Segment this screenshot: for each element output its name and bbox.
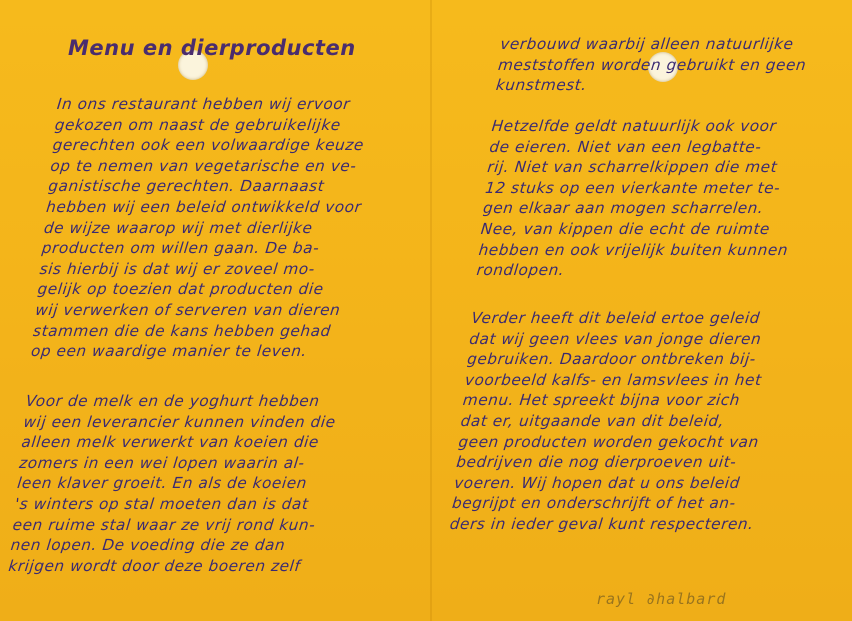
text-line: bedrijven die nog dierproeven uit-: [455, 453, 738, 472]
text-line: kunstmest.: [495, 76, 588, 95]
right-paragraph-2: [475, 116, 802, 281]
text-line: stammen die de kans hebben gehad: [32, 321, 332, 340]
text-line: gebruiken. Daardoor ontbreken bij-: [466, 350, 757, 369]
right-paragraph-1: [495, 34, 810, 96]
text-line: nen lopen. De voeding die ze dan: [9, 536, 287, 555]
text-line: In ons restaurant hebben wij ervoor: [56, 95, 352, 113]
text-line: alleen melk verwerkt van koeien die: [20, 433, 320, 452]
text-line: 12 stuks op een vierkante meter te-: [484, 178, 782, 197]
text-line: Verder heeft dit beleid ertoe geleid: [470, 309, 762, 327]
text-line: krijgen wordt door deze boeren zelf: [7, 556, 302, 575]
text-line: ganistische gerechten. Daarnaast: [47, 177, 326, 196]
text-line: rondlopen.: [475, 261, 566, 280]
text-line: verbouwd waarbij alleen natuurlijke: [499, 35, 795, 53]
text-line: dat wij geen vlees van jonge dieren: [468, 329, 763, 348]
text-line: menu. Het spreekt bijna voor zich: [461, 391, 741, 410]
left-paragraph-2: [7, 391, 339, 576]
text-line: op te nemen van vegetarische en ve-: [49, 156, 358, 175]
text-line: Nee, van kippen die echt de ruimte: [479, 219, 771, 238]
text-line: gelijk op toezien dat producten die: [36, 280, 325, 299]
text-line: gerechten ook een volwaardige keuze: [51, 136, 365, 155]
text-line: 's winters op stal moeten dan is dat: [14, 494, 310, 513]
right-paragraph-3: [449, 308, 777, 535]
text-line: geen producten worden gekocht van: [457, 432, 760, 451]
text-line: leen klaver groeit. En als de koeien: [16, 474, 308, 493]
text-line: gen elkaar aan mogen scharrelen.: [482, 199, 765, 218]
text-line: Voor de melk en de yoghurt hebben: [24, 392, 321, 410]
page-title: Menu en dierproducten: [68, 36, 356, 60]
text-line: voeren. Wij hopen dat u ons beleid: [453, 473, 741, 492]
text-line: op een waardige manier te leven.: [30, 342, 308, 361]
text-line: begrijpt en onderschrijft of het an-: [451, 494, 737, 513]
text-line: gekozen om naast de gebruikelijke: [53, 115, 342, 134]
text-line: meststoffen worden gebruikt en geen: [497, 55, 808, 74]
text-line: wij een leverancier kunnen vinden die: [22, 412, 337, 431]
text-line: de eieren. Niet van een legbatte-: [488, 137, 763, 156]
handwritten-signature: rayl ∂halbard: [596, 590, 727, 608]
text-line: een ruime stal waar ze vrij rond kun-: [11, 515, 317, 534]
left-paragraph-1: [30, 94, 373, 362]
text-line: dat er, uitgaande van dit beleid,: [459, 411, 726, 430]
text-line: voorbeeld kalfs- en lamsvlees in het: [464, 370, 763, 389]
text-line: Hetzelfde geldt natuurlijk ook voor: [490, 117, 778, 135]
text-line: zomers in een wei lopen waarin al-: [18, 453, 306, 472]
text-line: ders in ieder geval kunt respecteren.: [448, 514, 755, 533]
text-line: wij verwerken of serveren van dieren: [34, 300, 342, 319]
text-line: sis hierbij is dat wij er zoveel mo-: [38, 259, 316, 278]
text-line: hebben wij een beleid ontwikkeld voor: [45, 197, 363, 216]
card-fold: [430, 0, 432, 621]
text-line: producten om willen gaan. De ba-: [40, 239, 321, 258]
text-line: hebben en ook vrijelijk buiten kunnen: [477, 240, 790, 259]
text-line: rij. Niet van scharrelkippen die met: [486, 158, 779, 177]
text-line: de wijze waarop wij met dierlijke: [43, 218, 314, 237]
